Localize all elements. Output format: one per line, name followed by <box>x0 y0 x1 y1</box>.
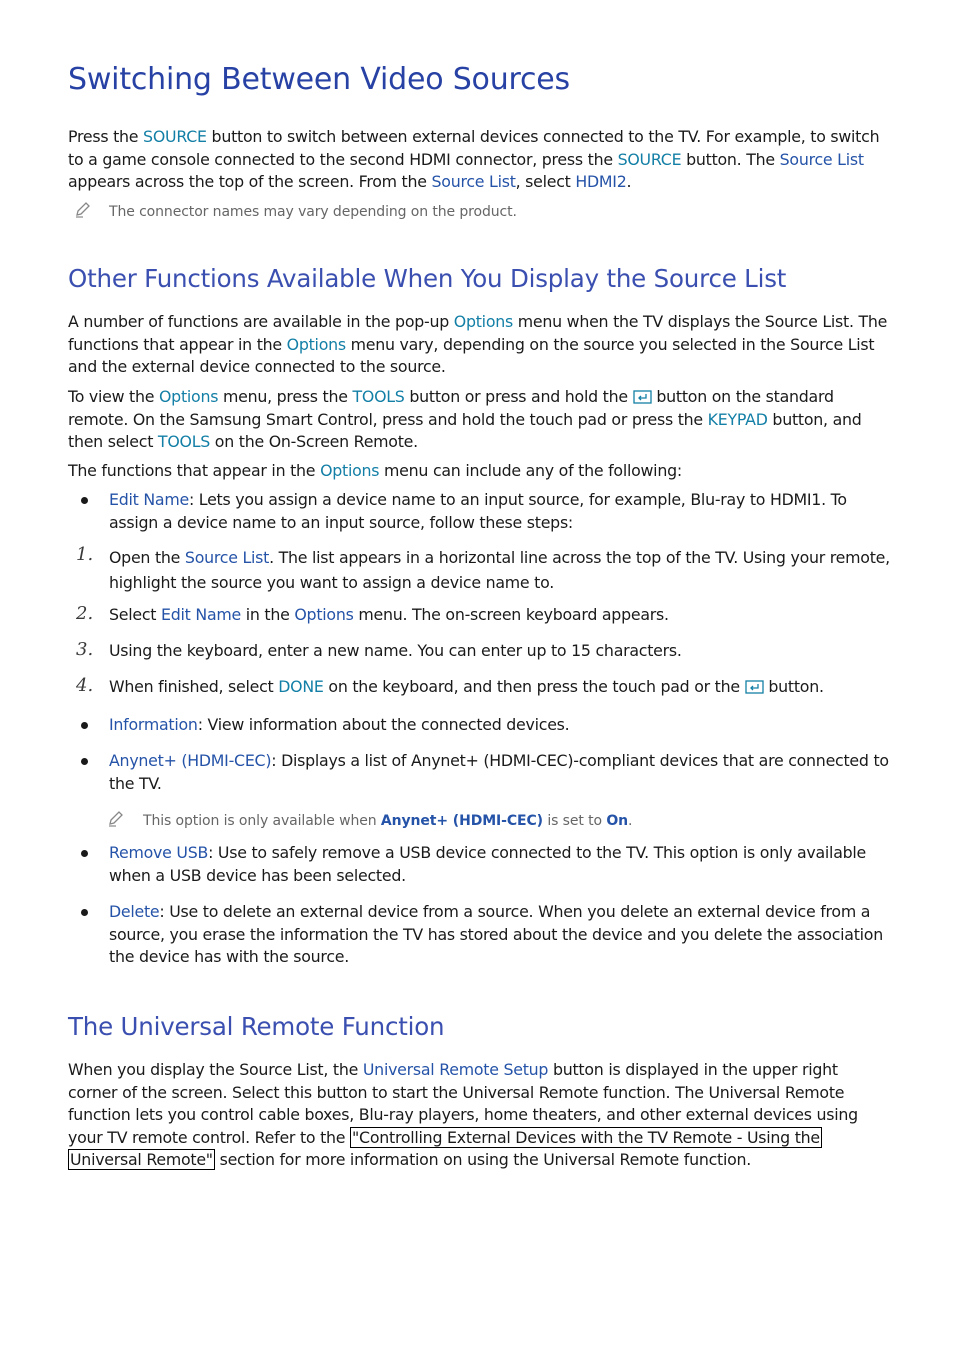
on-term: On <box>606 813 628 829</box>
step-3: Using the keyboard, enter a new name. You can enter up to 15 characters. <box>109 641 682 660</box>
edit-name-term: Edit Name <box>161 605 241 624</box>
page-title: Switching Between Video Sources <box>68 62 570 97</box>
bullet-dot <box>81 758 88 765</box>
bullet-remove-usb: Remove USB: Use to safely remove a USB device connected to the TV. This option is only available when a USB device has been selected. <box>109 843 867 885</box>
bullet-edit-name: Edit Name: Lets you assign a device name to an input source, for example, Blu-ray to HDMI1. To assign a device name to an input source, follow these steps: <box>109 490 847 532</box>
step-1: Open the Source List. The list appears in a horizontal line across the top of the TV. Using your remote, highlight the source you want to assign a device name to. <box>109 548 890 592</box>
step-4: When finished, select DONE on the keyboard, and then press the touch pad or the button. <box>109 677 824 696</box>
step-number: 4. <box>76 675 94 696</box>
note-pencil-icon <box>74 200 92 218</box>
bullet-dot <box>81 909 88 916</box>
anynet-note: This option is only available when Anynet+ (HDMI-CEC) is set to On. <box>143 813 633 829</box>
intro-paragraph: Press the SOURCE button to switch between external devices connected to the TV. For example, to switch to a game console connected to the second HDMI connector, press the SOURCE button. The Source List appears across the top of the screen. From the Source List, select HDMI2. <box>68 127 880 191</box>
step-number: 2. <box>76 603 94 624</box>
anynet-term: Anynet+ (HDMI-CEC) <box>109 751 272 770</box>
cross-reference-link[interactable]: Universal Remote" <box>70 1150 213 1169</box>
cross-reference-link[interactable]: "Controlling External Devices with the TV Remote - Using the <box>352 1127 820 1147</box>
source-keyword: SOURCE <box>143 127 207 146</box>
universal-remote-paragraph: When you display the Source List, the Universal Remote Setup button is displayed in the upper right corner of the screen. Select this button to start the Universal Remote function. The Universal Remote function lets you control cable boxes, Blu-ray players, home theaters, and other external devices using your TV remote control. Refer to the "Controlling External Devices with the TV Remote - Using the Universal Remote" section for more information on using the Universal Remote function. <box>68 1060 858 1169</box>
connector-note: The connector names may vary depending on the product. <box>109 204 517 220</box>
section-heading-other-functions: Other Functions Available When You Display the Source List <box>68 264 787 293</box>
functions-intro: The functions that appear in the Options menu can include any of the following: <box>68 461 682 480</box>
bullet-dot <box>81 497 88 504</box>
done-keyword: DONE <box>278 677 324 696</box>
options-keyword: Options <box>453 312 513 331</box>
tools-keyword: TOOLS <box>352 387 405 406</box>
tools-keyword: TOOLS <box>157 432 211 451</box>
keypad-keyword: KEYPAD <box>707 409 768 429</box>
universal-remote-setup-term: Universal Remote Setup <box>362 1060 549 1079</box>
note-pencil-icon <box>107 809 125 827</box>
step-number: 1. <box>76 544 94 565</box>
enter-button-icon <box>633 390 652 404</box>
options-term: Options <box>294 605 354 624</box>
bullet-information: Information: View information about the connected devices. <box>109 715 570 734</box>
enter-button-icon <box>745 680 764 694</box>
step-number: 3. <box>76 639 94 660</box>
options-keyword: Options <box>320 461 380 480</box>
anynet-term: Anynet+ (HDMI-CEC) <box>380 813 543 829</box>
options-paragraph: A number of functions are available in the pop-up Options menu when the TV displays the Source List. The functions that appear in the Options menu vary, depending on the source you selected in the Source List and the external device connected to the source. <box>68 312 888 376</box>
bullet-dot <box>81 850 88 857</box>
information-term: Information <box>109 715 198 734</box>
remove-usb-term: Remove USB <box>109 843 209 862</box>
delete-term: Delete <box>109 902 160 921</box>
section-heading-universal-remote: The Universal Remote Function <box>68 1012 445 1041</box>
source-list-term: Source List <box>184 548 270 567</box>
bullet-delete: Delete: Use to delete an external device from a source. When you delete an external device from a source, you erase the information the TV has stored about the device and you delete the association the device has with the source. <box>109 902 883 966</box>
tools-paragraph: To view the Options menu, press the TOOLS button or press and hold the button on the standard remote. On the Samsung Smart Control, press and hold the touch pad or press the KEYPAD button, and then select TOOLS on the On-Screen Remote. <box>68 387 862 451</box>
step-2: Select Edit Name in the Options menu. The on-screen keyboard appears. <box>109 605 669 624</box>
source-keyword: SOURCE <box>617 149 682 169</box>
hdmi2-term: HDMI2 <box>575 172 627 191</box>
bullet-dot <box>81 722 88 729</box>
source-list-term: Source List <box>779 149 864 169</box>
source-list-term: Source List <box>431 172 516 191</box>
bullet-anynet: Anynet+ (HDMI-CEC): Displays a list of Anynet+ (HDMI-CEC)-compliant devices that are connected to the TV. <box>109 751 889 793</box>
options-keyword: Options <box>159 387 219 406</box>
edit-name-term: Edit Name <box>109 490 189 509</box>
options-keyword: Options <box>286 334 346 354</box>
